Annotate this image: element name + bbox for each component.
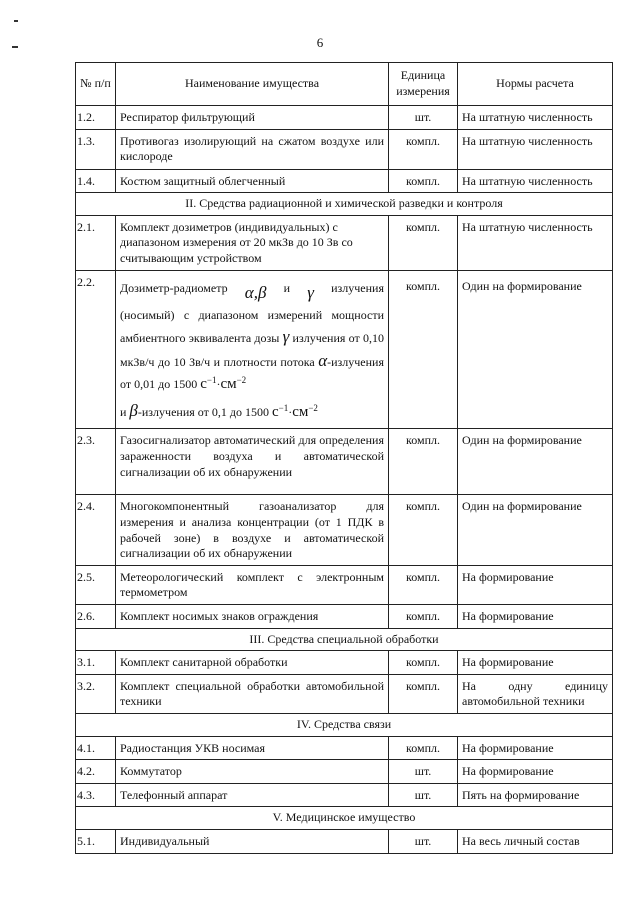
formula-text: и <box>120 404 127 419</box>
row-num: 4.3. <box>76 783 116 807</box>
row-name: Комплект специальной обработки автомобильной техники <box>116 674 389 713</box>
row-num: 3.2. <box>76 674 116 713</box>
row-name: Метеорологический комплект с электронным термометром <box>116 565 389 604</box>
row-unit: шт. <box>389 829 458 853</box>
table-row <box>76 760 613 784</box>
row-name: Радиостанция УКВ носимая <box>116 736 389 760</box>
formula-text: Дозиметр-радиометр <box>120 280 228 295</box>
row-num: 3.1. <box>76 651 116 675</box>
beta-symbol: β <box>129 400 138 420</box>
formula-line-1 <box>120 278 384 308</box>
table-header-row <box>76 63 613 106</box>
row-name: Комплект носимых знаков ограждения <box>116 605 389 629</box>
row-num: 4.1. <box>76 736 116 760</box>
unit-exp: −2 <box>236 374 247 385</box>
row-norm: Один на формирование <box>458 270 613 429</box>
row-unit: компл. <box>389 605 458 629</box>
row-name: Многокомпонентный газоанализатор для измерения и анализа концентрации (от 1 ПДК в рабочей зоне) в воздухе и автоматической сигнализации об их обнаружении <box>116 495 389 565</box>
table-row <box>76 651 613 675</box>
unit-dot: · <box>216 376 221 391</box>
section-title-5: V. Медицинское имущество <box>76 807 613 830</box>
row-name: Противогаз изолирующий на сжатом воздухе или кислороде <box>116 129 389 169</box>
unit-exp: −2 <box>308 402 318 413</box>
table-row <box>76 215 613 270</box>
formula-comma: , <box>253 282 258 302</box>
row-unit: компл. <box>389 215 458 270</box>
section-title-2: II. Средства радиационной и химической разведки и контроля <box>76 193 613 216</box>
row-num: 4.2. <box>76 760 116 784</box>
header-num: № п/п <box>76 63 116 106</box>
beta-symbol: β <box>257 282 267 302</box>
row-name: Индивидуальный <box>116 829 389 853</box>
row-name: Костюм защитный облегченный <box>116 169 389 193</box>
row-name: Комплект дозиметров (индивидуальных) с диапазоном измерения от 20 мкЗв до 10 Зв со считывающим устройством <box>116 215 389 270</box>
unit-exp: −1 <box>206 374 217 385</box>
table-row <box>76 429 613 495</box>
section-row <box>76 193 613 216</box>
row-unit: компл. <box>389 270 458 429</box>
scan-mark-top <box>14 20 18 22</box>
row-unit: шт. <box>389 783 458 807</box>
alpha-symbol: α <box>318 351 328 371</box>
header-norm: Нормы расчета <box>458 63 613 106</box>
row-norm: На формирование <box>458 736 613 760</box>
row-norm: На формирование <box>458 605 613 629</box>
gamma-symbol: γ <box>307 282 314 302</box>
formula-text: (носимый) с диапазоном измерений мощности амбиентного эквивалента дозы <box>120 308 384 345</box>
row-unit: компл. <box>389 674 458 713</box>
unit-exp: −1 <box>278 402 289 413</box>
table-row <box>76 736 613 760</box>
row-norm: На штатную численность <box>458 129 613 169</box>
gamma-symbol: γ <box>282 326 290 346</box>
row-name: Комплект санитарной обработки <box>116 651 389 675</box>
unit-s: с <box>200 375 207 392</box>
row-unit: компл. <box>389 736 458 760</box>
row-norm: На штатную численность <box>458 169 613 193</box>
header-unit: Единица измерения <box>389 63 458 106</box>
row-unit: компл. <box>389 651 458 675</box>
row-num: 2.6. <box>76 605 116 629</box>
equipment-table <box>75 62 613 854</box>
row-norm: На одну единицу автомобильной техники <box>458 674 613 713</box>
row-norm: Пять на формирование <box>458 783 613 807</box>
section-title-4: IV. Средства связи <box>76 714 613 737</box>
table-row <box>76 106 613 130</box>
section-row <box>76 807 613 830</box>
unit-cm: см <box>220 375 237 392</box>
row-num: 5.1. <box>76 829 116 853</box>
row-norm: На формирование <box>458 760 613 784</box>
formula-text: излучения <box>331 280 384 295</box>
section-row <box>76 714 613 737</box>
header-name: Наименование имущества <box>116 63 389 106</box>
table-row <box>76 565 613 604</box>
table-row <box>76 783 613 807</box>
row-num: 2.3. <box>76 429 116 495</box>
formula-text: -излучения от 0,01 до 1500 <box>120 355 384 391</box>
table-row <box>76 674 613 713</box>
row-norm: Один на формирование <box>458 495 613 565</box>
row-norm: На штатную численность <box>458 215 613 270</box>
table-row <box>76 270 613 429</box>
row-unit: компл. <box>389 169 458 193</box>
row-norm: На формирование <box>458 565 613 604</box>
section-title-3: III. Средства специальной обработки <box>76 628 613 651</box>
row-unit: шт. <box>389 106 458 130</box>
row-unit: компл. <box>389 129 458 169</box>
row-name: Респиратор фильтрующий <box>116 106 389 130</box>
row-num: 2.2. <box>76 270 116 429</box>
row-name: Газосигнализатор автоматический для определения зараженности воздуха и автоматической сигнализации об их обнаружении <box>116 429 389 495</box>
table-row <box>76 129 613 169</box>
row-num: 2.5. <box>76 565 116 604</box>
table-row <box>76 605 613 629</box>
row-name: Телефонный аппарат <box>116 783 389 807</box>
unit-s: с <box>271 403 279 420</box>
alpha-symbol: α <box>244 282 254 302</box>
unit-dot: · <box>288 404 293 419</box>
row-unit: шт. <box>389 760 458 784</box>
page-number: 6 <box>316 35 324 50</box>
formula-line-last <box>120 396 384 426</box>
formula-text: -излучения от 0,1 до 1500 <box>137 404 269 419</box>
row-unit: компл. <box>389 495 458 565</box>
row-num: 1.2. <box>76 106 116 130</box>
row-unit: компл. <box>389 565 458 604</box>
row-norm: На формирование <box>458 651 613 675</box>
row-norm: Один на формирование <box>458 429 613 495</box>
row-num: 2.4. <box>76 495 116 565</box>
row-norm: На штатную численность <box>458 106 613 130</box>
row-num: 1.4. <box>76 169 116 193</box>
row-num: 2.1. <box>76 215 116 270</box>
table-row <box>76 495 613 565</box>
row-name: Коммутатор <box>116 760 389 784</box>
section-row <box>76 628 613 651</box>
table-row <box>76 829 613 853</box>
formula-body <box>120 307 384 395</box>
row-name-formula <box>116 270 389 429</box>
row-num: 1.3. <box>76 129 116 169</box>
formula-text: излучения от 0,10 мкЗв/ч до 10 Зв/ч и плотности потока <box>120 330 384 370</box>
row-norm: На весь личный состав <box>458 829 613 853</box>
row-unit: компл. <box>389 429 458 495</box>
table-row <box>76 169 613 193</box>
unit-cm: см <box>292 403 309 420</box>
formula-text: и <box>283 280 291 295</box>
